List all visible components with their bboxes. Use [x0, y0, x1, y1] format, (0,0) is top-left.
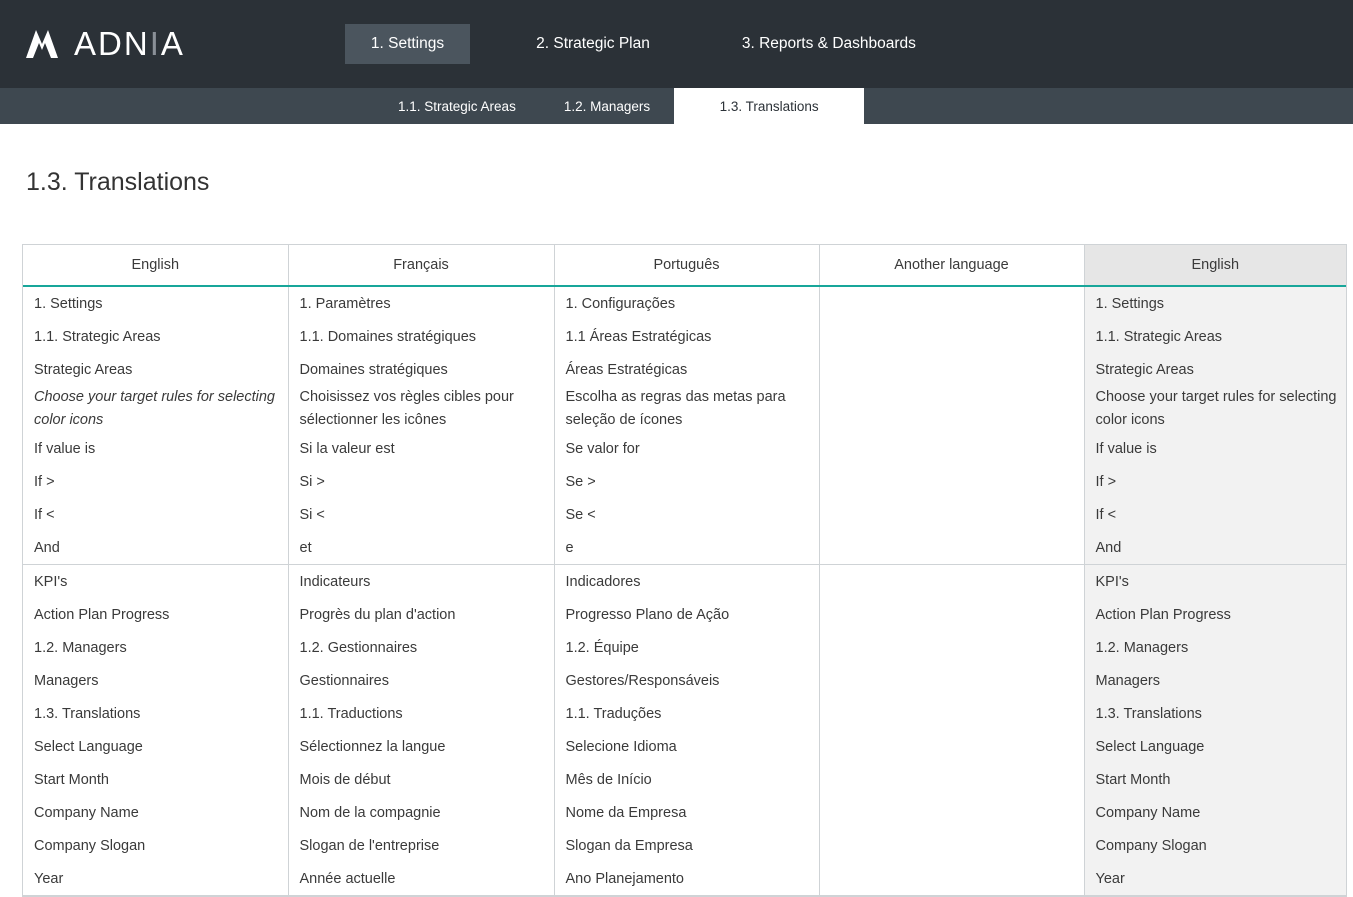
cell-english[interactable]: Start Month: [23, 763, 288, 796]
cell-english-reference: Year: [1084, 862, 1346, 896]
cell-francais[interactable]: 1.2. Gestionnaires: [288, 631, 554, 664]
sub-navigation: [0, 88, 1353, 124]
cell-english[interactable]: Choose your target rules for selecting color icons: [23, 386, 288, 432]
cell-another-language[interactable]: [819, 598, 1084, 631]
cell-portugues[interactable]: 1.1 Áreas Estratégicas: [554, 320, 819, 353]
subnav-item-translations[interactable]: 1.3. Translations: [674, 88, 864, 124]
cell-portugues[interactable]: 1.1. Traduções: [554, 697, 819, 730]
cell-another-language[interactable]: [819, 320, 1084, 353]
cell-english-reference: If <: [1084, 498, 1346, 531]
cell-another-language[interactable]: [819, 697, 1084, 730]
brand-name-tail: A: [160, 25, 185, 62]
nav-item-reports-dashboards[interactable]: 3. Reports & Dashboards: [741, 35, 916, 52]
column-header-english-reference[interactable]: English: [1084, 245, 1346, 286]
cell-francais[interactable]: Choisissez vos règles cibles pour sélectionner les icônes: [288, 386, 554, 432]
cell-portugues[interactable]: 1. Configurações: [554, 286, 819, 320]
cell-francais[interactable]: 1. Paramètres: [288, 286, 554, 320]
cell-english[interactable]: 1. Settings: [23, 286, 288, 320]
cell-english[interactable]: Company Name: [23, 796, 288, 829]
table-row[interactable]: [23, 829, 1346, 862]
cell-english-reference: Strategic Areas: [1084, 353, 1346, 386]
cell-english[interactable]: If value is: [23, 432, 288, 465]
table-row[interactable]: [23, 796, 1346, 829]
cell-another-language[interactable]: [819, 565, 1084, 599]
table-row[interactable]: [23, 565, 1346, 599]
table-row[interactable]: [23, 498, 1346, 531]
subnav-item-strategic-areas[interactable]: 1.1. Strategic Areas: [398, 98, 516, 114]
cell-english-reference: Select Language: [1084, 730, 1346, 763]
cell-portugues[interactable]: 1.2. Équipe: [554, 631, 819, 664]
cell-english[interactable]: Year: [23, 862, 288, 896]
table-row[interactable]: [23, 763, 1346, 796]
cell-francais[interactable]: 1.1. Domaines stratégiques: [288, 320, 554, 353]
cell-english[interactable]: Company Slogan: [23, 829, 288, 862]
cell-another-language[interactable]: [819, 730, 1084, 763]
brand-name-dim: I: [149, 25, 161, 62]
cell-another-language[interactable]: [819, 862, 1084, 896]
column-header-another-language[interactable]: Another language: [819, 245, 1084, 286]
cell-another-language[interactable]: [819, 286, 1084, 320]
translations-table: [23, 245, 1346, 896]
table-row[interactable]: [23, 320, 1346, 353]
table-row[interactable]: [23, 353, 1346, 386]
brand-name-main: ADN: [74, 25, 150, 62]
cell-another-language[interactable]: [819, 465, 1084, 498]
main-navigation: [345, 24, 982, 64]
page-title: 1.3. Translations: [26, 168, 210, 196]
table-row[interactable]: [23, 862, 1346, 896]
cell-english-reference: Choose your target rules for selecting color icons: [1084, 386, 1346, 432]
nav-item-strategic-plan[interactable]: 2. Strategic Plan: [536, 35, 650, 52]
table-row[interactable]: [23, 631, 1346, 664]
cell-english-reference: Company Slogan: [1084, 829, 1346, 862]
cell-portugues[interactable]: Ano Planejamento: [554, 862, 819, 896]
cell-francais[interactable]: Mois de début: [288, 763, 554, 796]
brand-logo[interactable]: [22, 24, 185, 64]
cell-english-reference: 1.2. Managers: [1084, 631, 1346, 664]
table-row[interactable]: [23, 465, 1346, 498]
cell-another-language[interactable]: [819, 531, 1084, 565]
cell-english[interactable]: If <: [23, 498, 288, 531]
cell-english-reference: Company Name: [1084, 796, 1346, 829]
cell-english-reference: 1.3. Translations: [1084, 697, 1346, 730]
cell-english[interactable]: Managers: [23, 664, 288, 697]
cell-portugues[interactable]: Escolha as regras das metas para seleção de ícones: [554, 386, 819, 432]
table-row[interactable]: [23, 598, 1346, 631]
cell-portugues[interactable]: Indicadores: [554, 565, 819, 599]
cell-english-reference: 1. Settings: [1084, 286, 1346, 320]
cell-english-reference: If value is: [1084, 432, 1346, 465]
adnia-logo-icon: [22, 24, 62, 64]
cell-english[interactable]: Action Plan Progress: [23, 598, 288, 631]
cell-portugues[interactable]: Nome da Empresa: [554, 796, 819, 829]
cell-another-language[interactable]: [819, 432, 1084, 465]
cell-francais[interactable]: et: [288, 531, 554, 565]
cell-portugues[interactable]: Se >: [554, 465, 819, 498]
cell-portugues[interactable]: Slogan da Empresa: [554, 829, 819, 862]
cell-francais[interactable]: Indicateurs: [288, 565, 554, 599]
translations-table-container: [22, 244, 1347, 897]
cell-francais[interactable]: Si <: [288, 498, 554, 531]
cell-francais[interactable]: 1.1. Traductions: [288, 697, 554, 730]
cell-portugues[interactable]: Se <: [554, 498, 819, 531]
cell-francais[interactable]: Progrès du plan d'action: [288, 598, 554, 631]
table-row[interactable]: [23, 386, 1346, 432]
cell-francais[interactable]: Domaines stratégiques: [288, 353, 554, 386]
table-row[interactable]: [23, 531, 1346, 565]
cell-francais[interactable]: Slogan de l'entreprise: [288, 829, 554, 862]
cell-francais[interactable]: Si la valeur est: [288, 432, 554, 465]
cell-portugues[interactable]: Selecione Idioma: [554, 730, 819, 763]
cell-english[interactable]: 1.3. Translations: [23, 697, 288, 730]
cell-english[interactable]: Strategic Areas: [23, 353, 288, 386]
column-header-portugues[interactable]: Português: [554, 245, 819, 286]
table-row[interactable]: [23, 697, 1346, 730]
cell-english-reference: And: [1084, 531, 1346, 565]
column-header-francais[interactable]: Français: [288, 245, 554, 286]
cell-english-reference: Action Plan Progress: [1084, 598, 1346, 631]
cell-francais[interactable]: Année actuelle: [288, 862, 554, 896]
cell-another-language[interactable]: [819, 664, 1084, 697]
cell-another-language[interactable]: [819, 796, 1084, 829]
cell-portugues[interactable]: Progresso Plano de Ação: [554, 598, 819, 631]
cell-english-reference: KPI's: [1084, 565, 1346, 599]
cell-another-language[interactable]: [819, 353, 1084, 386]
column-header-english[interactable]: English: [23, 245, 288, 286]
cell-english-reference: 1.1. Strategic Areas: [1084, 320, 1346, 353]
brand-name: [74, 25, 185, 63]
cell-english-reference: Managers: [1084, 664, 1346, 697]
table-row[interactable]: [23, 730, 1346, 763]
cell-english[interactable]: If >: [23, 465, 288, 498]
cell-portugues[interactable]: Áreas Estratégicas: [554, 353, 819, 386]
cell-english[interactable]: Select Language: [23, 730, 288, 763]
cell-english[interactable]: 1.2. Managers: [23, 631, 288, 664]
cell-francais[interactable]: Sélectionnez la langue: [288, 730, 554, 763]
cell-another-language[interactable]: [819, 386, 1084, 432]
cell-francais[interactable]: Gestionnaires: [288, 664, 554, 697]
cell-portugues[interactable]: Mês de Início: [554, 763, 819, 796]
cell-portugues[interactable]: e: [554, 531, 819, 565]
cell-english[interactable]: KPI's: [23, 565, 288, 599]
nav-item-settings[interactable]: 1. Settings: [345, 24, 470, 64]
table-row[interactable]: [23, 432, 1346, 465]
table-row[interactable]: [23, 286, 1346, 320]
app-header: [0, 0, 1353, 88]
cell-english[interactable]: And: [23, 531, 288, 565]
cell-another-language[interactable]: [819, 631, 1084, 664]
cell-another-language[interactable]: [819, 829, 1084, 862]
cell-english[interactable]: 1.1. Strategic Areas: [23, 320, 288, 353]
table-row[interactable]: [23, 664, 1346, 697]
cell-portugues[interactable]: Gestores/Responsáveis: [554, 664, 819, 697]
cell-another-language[interactable]: [819, 763, 1084, 796]
table-header-row: [23, 245, 1346, 286]
cell-english-reference: Start Month: [1084, 763, 1346, 796]
cell-english-reference: If >: [1084, 465, 1346, 498]
cell-another-language[interactable]: [819, 498, 1084, 531]
cell-francais[interactable]: Si >: [288, 465, 554, 498]
cell-francais[interactable]: Nom de la compagnie: [288, 796, 554, 829]
subnav-item-managers[interactable]: 1.2. Managers: [563, 98, 651, 114]
cell-portugues[interactable]: Se valor for: [554, 432, 819, 465]
